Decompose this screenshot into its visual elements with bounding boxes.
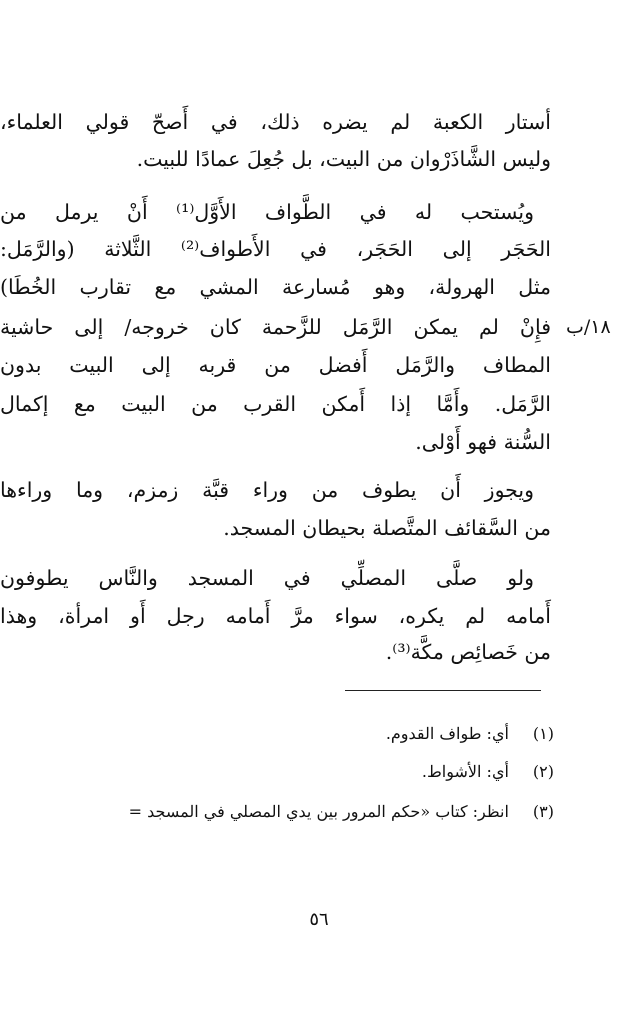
text-line: أَمامه لم يكره، سواء مرَّ أَمامه رجل أَو امرأة، وهذا bbox=[0, 604, 551, 628]
text-line: السُّنة فهو أَوْلى. bbox=[415, 430, 551, 454]
text-line: الحَجَر إلى الحَجَر، في الأَطواف⁽²⁾ الثَّلاثة (والرَّمَل: bbox=[0, 237, 552, 261]
footnote-text: أي: طواف القدوم. bbox=[385, 724, 509, 743]
text-line: من خَصائِص مكَّة⁽³⁾. bbox=[385, 640, 551, 664]
footnote-text: انظر: كتاب «حكم المرور بين يدي المصلي في المسجد = bbox=[128, 802, 509, 821]
text-line: أستار الكعبة لم يضره ذلك، في أَصحّ قولي العلماء، bbox=[0, 110, 551, 134]
text-line: وليس الشَّاذَرْوان من البيت، بل جُعِلَ عمادًا للبيت. bbox=[136, 147, 551, 171]
footnote-number: (١) bbox=[532, 724, 554, 743]
text-line: ولو صلَّى المصلِّي في المسجد والنَّاس يطوفون bbox=[0, 566, 534, 590]
footnote-2 bbox=[422, 757, 554, 787]
text-line: من السَّقائف المتَّصلة بحيطان المسجد. bbox=[223, 516, 551, 540]
text-line: فإِنْ لم يمكن الرَّمَل للزَّحمة كان خروجه/ إلى حاشية bbox=[0, 315, 551, 339]
text-line: ويُستحب له في الطَّواف الأَوَّل⁽¹⁾ أَنْ يرمل من bbox=[0, 200, 534, 224]
footnote-text: أي: الأشواط. bbox=[421, 762, 509, 781]
footnote-number: (٣) bbox=[532, 802, 554, 821]
text-line: المطاف والرَّمَل أَفضل من قربه إلى البيت بدون bbox=[0, 353, 551, 377]
page-number: ٥٦ bbox=[309, 909, 329, 930]
footnote-divider bbox=[345, 690, 541, 691]
margin-folio-marker: ١٨/ب bbox=[566, 316, 611, 338]
footnote-number: (٢) bbox=[532, 762, 554, 781]
text-line: ويجوز أَن يطوف من وراء قبَّة زمزم، وما وراءها bbox=[0, 478, 534, 502]
text-line: الرَّمَل. وأَمَّا إذا أَمكن القرب من البيت مع إكمال bbox=[0, 392, 551, 416]
footnote-3 bbox=[129, 797, 554, 827]
footnote-1 bbox=[386, 719, 554, 749]
text-line: مثل الهرولة، وهو مُسارعة المشي مع تقارب الخُطَا) bbox=[0, 275, 551, 299]
